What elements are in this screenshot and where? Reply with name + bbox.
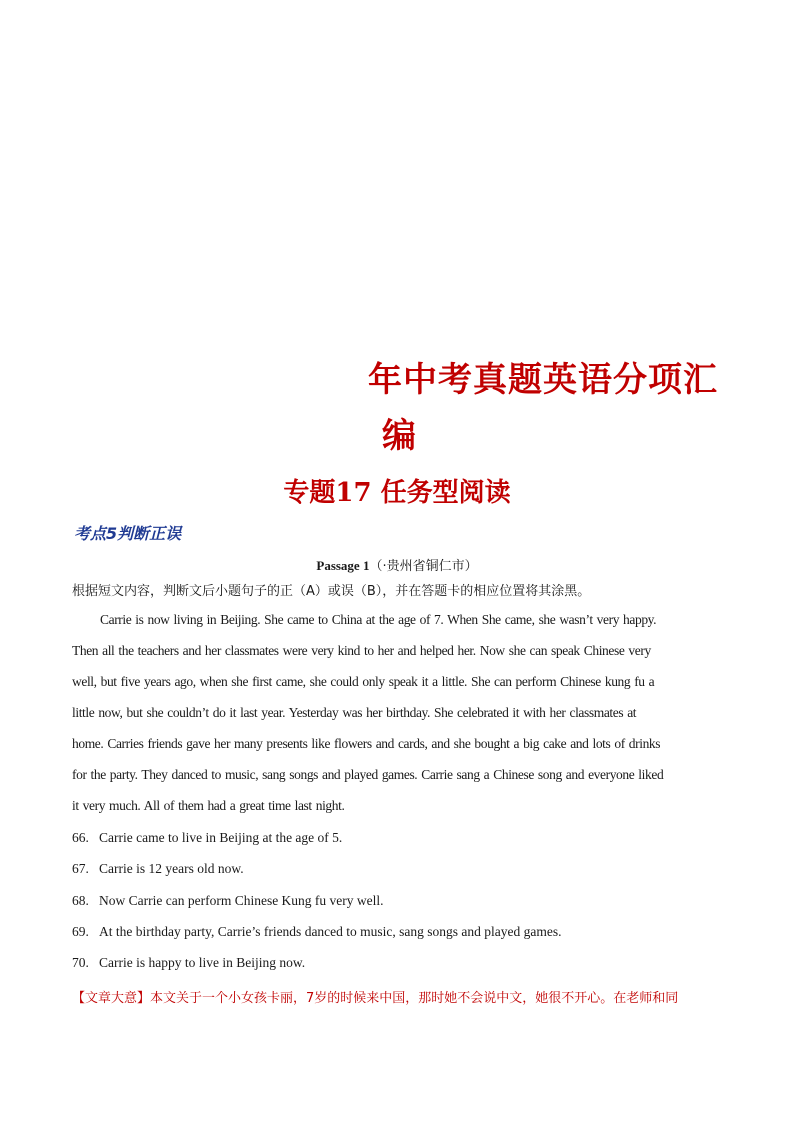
topic-subtitle: 专题17 任务型阅读 bbox=[283, 478, 511, 508]
passage-label: Passage 1 bbox=[316, 558, 370, 573]
passage-line: home. Carries friends gave her many presents like flowers and cards, and she bought a big cake and lots of drinks bbox=[72, 736, 661, 751]
passage-line: little now, but she couldn’t do it last year. Yesterday was her birthday. She celebrated it with her classmates at bbox=[72, 705, 637, 720]
question-number: 68. bbox=[72, 893, 89, 908]
question-item bbox=[72, 830, 342, 846]
question-text: Carrie is 12 years old now. bbox=[99, 861, 244, 876]
passage-source: （·贵州省铜仁市） bbox=[369, 559, 478, 574]
question-text: Carrie came to live in Beijing at the age of 5. bbox=[99, 830, 343, 845]
question-item bbox=[72, 955, 305, 971]
question-number: 69. bbox=[72, 924, 89, 939]
passage-line: for the party. They danced to music, sang songs and played games. Carrie sang a Chinese song and everyone liked bbox=[72, 767, 664, 782]
article-summary: 【文章大意】本文关于一个小女孩卡丽，7岁的时候来中国，那时她不会说中文，她很不开心。在老师和同 bbox=[72, 991, 679, 1006]
question-text: Carrie is happy to live in Beijing now. bbox=[99, 955, 306, 970]
section-heading: 考点5判断正误 bbox=[74, 524, 182, 543]
passage-heading bbox=[0, 555, 794, 574]
instruction-text: 根据短文内容，判断文后小题句子的正（A）或误（B），并在答题卡的相应位置将其涂黑。 bbox=[72, 584, 591, 599]
passage-line: it very much. All of them had a great time last night. bbox=[72, 798, 345, 813]
question-text: Now Carrie can perform Chinese Kung fu very well. bbox=[99, 893, 384, 908]
question-number: 70. bbox=[72, 955, 89, 970]
question-number: 66. bbox=[72, 830, 89, 845]
passage-line: Carrie is now living in Beijing. She came to China at the age of 7. When She came, she wasn’t very happy. bbox=[100, 612, 657, 627]
document-title bbox=[368, 352, 748, 464]
title-line-1: 年中考真题英语分项汇 bbox=[368, 360, 718, 400]
question-item bbox=[72, 861, 244, 877]
question-number: 67. bbox=[72, 861, 89, 876]
question-item bbox=[72, 893, 384, 909]
question-text: At the birthday party, Carrie’s friends danced to music, sang songs and played games. bbox=[99, 924, 562, 939]
passage-line: well, but five years ago, when she first came, she could only speak it a little. She can perform Chinese kung fu a bbox=[72, 674, 655, 689]
question-item bbox=[72, 924, 562, 940]
title-line-2: 编 bbox=[382, 416, 417, 456]
passage-line: Then all the teachers and her classmates were very kind to her and helped her. Now she can speak Chinese very bbox=[72, 643, 651, 658]
